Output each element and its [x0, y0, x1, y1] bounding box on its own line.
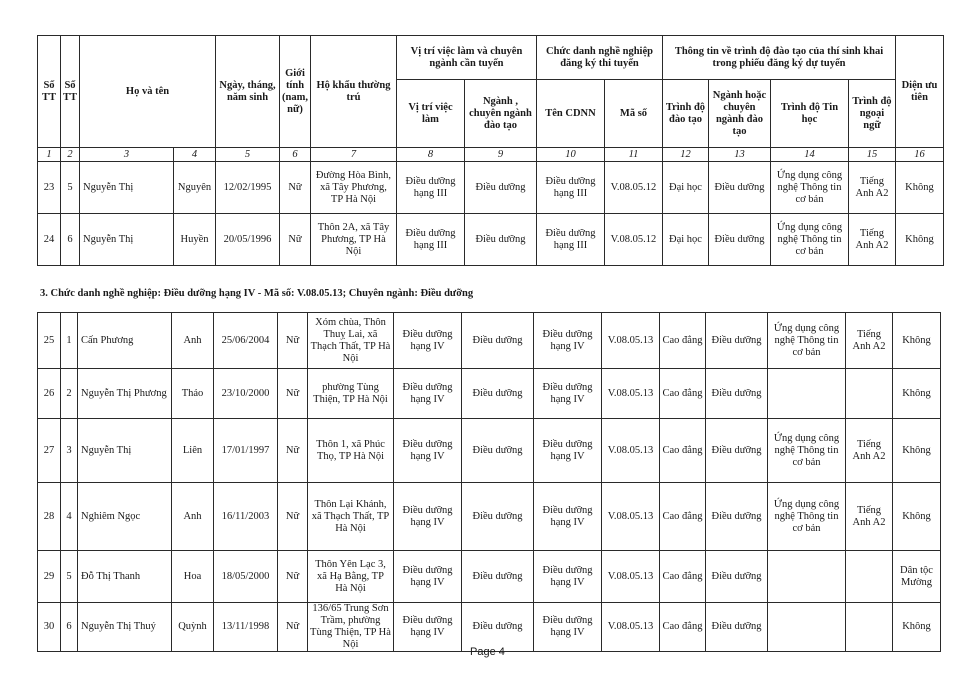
- cell-last-name: Cấn Phương: [78, 313, 172, 369]
- column-number: 3: [80, 148, 174, 162]
- cell-first-name: Thảo: [172, 369, 214, 419]
- cell-cdnn: Điều dưỡng hạng IV: [534, 483, 602, 551]
- cell-last-name: Nghiêm Ngọc: [78, 483, 172, 551]
- cell-it: [768, 551, 846, 603]
- cell-first-name: Anh: [172, 483, 214, 551]
- header-stt2: Số TT: [61, 36, 80, 148]
- cell-it: Ứng dụng công nghệ Thông tin cơ bản: [770, 162, 848, 214]
- cell-gender: Nữ: [278, 551, 308, 603]
- cell-code: V.08.05.13: [602, 369, 660, 419]
- column-number: 2: [61, 148, 80, 162]
- cell-stt: 27: [38, 419, 61, 483]
- cell-residence: phường Tùng Thiện, TP Hà Nội: [308, 369, 394, 419]
- cell-edu-major: Điều dưỡng: [706, 313, 768, 369]
- cell-priority: Không: [893, 483, 941, 551]
- cell-stt2: 1: [61, 313, 78, 369]
- table-row: [38, 419, 941, 483]
- cell-stt: 26: [38, 369, 61, 419]
- column-number: 12: [662, 148, 708, 162]
- cell-gender: Nữ: [280, 162, 311, 214]
- cell-major: Điều dưỡng: [462, 419, 534, 483]
- cell-edu: Cao đẳng: [660, 551, 706, 603]
- cell-edu-major: Điều dưỡng: [706, 551, 768, 603]
- column-number: 7: [310, 148, 396, 162]
- cell-dob: 16/11/2003: [214, 483, 278, 551]
- cell-position: Điều dưỡng hạng III: [396, 214, 464, 266]
- cell-lang: Tiếng Anh A2: [846, 483, 893, 551]
- cell-stt: 29: [38, 551, 61, 603]
- cell-lang: Tiếng Anh A2: [848, 162, 895, 214]
- table-row: [38, 551, 941, 603]
- header-job-group: Vị trí việc làm và chuyên ngành cần tuyển: [396, 36, 536, 80]
- cell-position: Điều dưỡng hạng IV: [394, 483, 462, 551]
- column-number: 4: [174, 148, 216, 162]
- cell-lang: Tiếng Anh A2: [848, 214, 895, 266]
- column-number: 13: [708, 148, 770, 162]
- cell-major: Điều dưỡng: [464, 162, 536, 214]
- cell-cdnn: Điều dưỡng hạng IV: [534, 369, 602, 419]
- cell-edu-major: Điều dưỡng: [708, 214, 770, 266]
- cell-stt: 25: [38, 313, 61, 369]
- cell-code: V.08.05.13: [602, 313, 660, 369]
- cell-dob: 17/01/1997: [214, 419, 278, 483]
- cell-dob: 13/11/1998: [214, 603, 278, 652]
- cell-dob: 18/05/2000: [214, 551, 278, 603]
- column-number: 5: [216, 148, 280, 162]
- cell-lang: Tiếng Anh A2: [846, 313, 893, 369]
- header-stt: Số TT: [38, 36, 61, 148]
- cell-edu: Cao đẳng: [660, 419, 706, 483]
- cell-it: Ứng dụng công nghệ Thông tin cơ bản: [768, 483, 846, 551]
- cell-cdnn: Điều dưỡng hạng IV: [534, 551, 602, 603]
- header-residence: Hộ khẩu thường trú: [310, 36, 396, 148]
- cell-edu: Cao đẳng: [660, 603, 706, 652]
- header-title-group: Chức danh nghề nghiệp đăng ký thi tuyển: [536, 36, 662, 80]
- cell-position: Điều dưỡng hạng III: [396, 162, 464, 214]
- cell-priority: Không: [893, 419, 941, 483]
- header-it-level: Trình độ Tin học: [770, 80, 848, 148]
- column-number: 8: [396, 148, 464, 162]
- cell-it: Ứng dụng công nghệ Thông tin cơ bản: [768, 313, 846, 369]
- cell-position: Điều dưỡng hạng IV: [394, 313, 462, 369]
- section-title: 3. Chức danh nghề nghiệp: Điều dưỡng hạng IV - Mã số: V.08.05.13; Chuyên ngành: Điều dưỡng: [40, 288, 474, 299]
- cell-lang: [846, 369, 893, 419]
- cell-code: V.08.05.13: [602, 551, 660, 603]
- table-row: [38, 603, 941, 652]
- cell-gender: Nữ: [278, 313, 308, 369]
- cell-major: Điều dưỡng: [462, 483, 534, 551]
- cell-code: V.08.05.13: [602, 603, 660, 652]
- table-row: [38, 483, 941, 551]
- cell-it: [768, 603, 846, 652]
- candidates-table-part2: [37, 312, 941, 652]
- cell-code: V.08.05.13: [602, 419, 660, 483]
- cell-it: Ứng dụng công nghệ Thông tin cơ bản: [768, 419, 846, 483]
- cell-residence: Thôn Yên Lạc 3, xã Hạ Bằng, TP Hà Nội: [308, 551, 394, 603]
- table-row: [38, 369, 941, 419]
- cell-stt: 28: [38, 483, 61, 551]
- cell-residence: Thôn 1, xã Phúc Thọ, TP Hà Nội: [308, 419, 394, 483]
- cell-lang: [846, 551, 893, 603]
- cell-stt2: 5: [61, 551, 78, 603]
- cell-gender: Nữ: [278, 419, 308, 483]
- column-number: 10: [536, 148, 604, 162]
- cell-stt2: 6: [61, 603, 78, 652]
- cell-dob: 25/06/2004: [214, 313, 278, 369]
- cell-stt: 30: [38, 603, 61, 652]
- table-row: [38, 214, 944, 266]
- cell-cdnn: Điều dưỡng hạng IV: [534, 603, 602, 652]
- cell-lang: Tiếng Anh A2: [846, 419, 893, 483]
- cell-residence: Đường Hòa Bình, xã Tây Phương, TP Hà Nội: [310, 162, 396, 214]
- cell-priority: Không: [893, 603, 941, 652]
- cell-edu: Đại học: [662, 214, 708, 266]
- column-number: 1: [38, 148, 61, 162]
- header-edu-level: Trình độ đào tạo: [662, 80, 708, 148]
- cell-dob: 23/10/2000: [214, 369, 278, 419]
- cell-edu: Cao đẳng: [660, 369, 706, 419]
- cell-major: Điều dưỡng: [462, 369, 534, 419]
- cell-gender: Nữ: [278, 369, 308, 419]
- header-major: Ngành , chuyên ngành đào tạo: [464, 80, 536, 148]
- cell-stt2: 5: [61, 162, 80, 214]
- cell-first-name: Huyền: [174, 214, 216, 266]
- cell-edu-major: Điều dưỡng: [706, 603, 768, 652]
- cell-stt: 23: [38, 162, 61, 214]
- table-row: [38, 313, 941, 369]
- cell-edu-major: Điều dưỡng: [706, 369, 768, 419]
- header-cdnn-name: Tên CDNN: [536, 80, 604, 148]
- cell-dob: 20/05/1996: [216, 214, 280, 266]
- column-number: 14: [770, 148, 848, 162]
- cell-edu-major: Điều dưỡng: [706, 483, 768, 551]
- header-code: Mã số: [604, 80, 662, 148]
- cell-major: Điều dưỡng: [462, 603, 534, 652]
- column-number: 11: [604, 148, 662, 162]
- table-row: [38, 162, 944, 214]
- cell-code: V.08.05.13: [602, 483, 660, 551]
- cell-edu-major: Điều dưỡng: [708, 162, 770, 214]
- cell-last-name: Nguyễn Thị: [78, 419, 172, 483]
- cell-major: Điều dưỡng: [462, 551, 534, 603]
- cell-cdnn: Điều dưỡng hạng III: [536, 162, 604, 214]
- header-lang-level: Trình độ ngoại ngữ: [848, 80, 895, 148]
- cell-position: Điều dưỡng hạng IV: [394, 603, 462, 652]
- column-number: 16: [895, 148, 943, 162]
- cell-stt2: 6: [61, 214, 80, 266]
- cell-gender: Nữ: [280, 214, 311, 266]
- header-dob: Ngày, tháng, năm sinh: [216, 36, 280, 148]
- cell-cdnn: Điều dưỡng hạng IV: [534, 313, 602, 369]
- cell-last-name: Nguyễn Thị: [80, 162, 174, 214]
- cell-gender: Nữ: [278, 603, 308, 652]
- cell-stt2: 2: [61, 369, 78, 419]
- cell-first-name: Nguyên: [174, 162, 216, 214]
- cell-priority: Không: [895, 162, 943, 214]
- cell-code: V.08.05.12: [604, 214, 662, 266]
- cell-lang: [846, 603, 893, 652]
- cell-last-name: Nguyễn Thị: [80, 214, 174, 266]
- cell-major: Điều dưỡng: [464, 214, 536, 266]
- cell-priority: Không: [895, 214, 943, 266]
- header-info-group: Thông tin về trình độ đào tạo của thí sinh khai trong phiếu đăng ký dự tuyển: [662, 36, 895, 80]
- cell-gender: Nữ: [278, 483, 308, 551]
- header-priority: Diện ưu tiên: [895, 36, 943, 148]
- cell-residence: Xóm chùa, Thôn Thuỵ Lai, xã Thạch Thất, TP Hà Nội: [308, 313, 394, 369]
- cell-first-name: Liên: [172, 419, 214, 483]
- cell-it: [768, 369, 846, 419]
- cell-dob: 12/02/1995: [216, 162, 280, 214]
- column-number: 6: [280, 148, 311, 162]
- candidates-table-part1: [37, 35, 944, 266]
- cell-stt: 24: [38, 214, 61, 266]
- cell-residence: Thôn Lại Khánh, xã Thạch Thất, TP Hà Nội: [308, 483, 394, 551]
- cell-cdnn: Điều dưỡng hạng III: [536, 214, 604, 266]
- page-number: Page 4: [470, 646, 505, 658]
- cell-stt2: 3: [61, 419, 78, 483]
- cell-residence: 136/65 Trung Sơn Trầm, phường Tùng Thiện, TP Hà Nội: [308, 603, 394, 652]
- cell-last-name: Nguyễn Thị Phương: [78, 369, 172, 419]
- cell-residence: Thôn 2A, xã Tây Phương, TP Hà Nội: [310, 214, 396, 266]
- header-gender: Giới tính (nam, nữ): [280, 36, 311, 148]
- cell-stt2: 4: [61, 483, 78, 551]
- column-number: 15: [848, 148, 895, 162]
- cell-first-name: Quỳnh: [172, 603, 214, 652]
- cell-position: Điều dưỡng hạng IV: [394, 369, 462, 419]
- cell-edu: Cao đẳng: [660, 483, 706, 551]
- column-number: 9: [464, 148, 536, 162]
- cell-last-name: Nguyễn Thị Thuý: [78, 603, 172, 652]
- cell-edu: Đại học: [662, 162, 708, 214]
- header-name: Họ và tên: [80, 36, 216, 148]
- cell-last-name: Đỗ Thị Thanh: [78, 551, 172, 603]
- cell-first-name: Anh: [172, 313, 214, 369]
- cell-position: Điều dưỡng hạng IV: [394, 551, 462, 603]
- cell-edu: Cao đẳng: [660, 313, 706, 369]
- cell-edu-major: Điều dưỡng: [706, 419, 768, 483]
- header-job-position: Vị trí việc làm: [396, 80, 464, 148]
- cell-priority: Không: [893, 369, 941, 419]
- cell-it: Ứng dụng công nghệ Thông tin cơ bản: [770, 214, 848, 266]
- cell-first-name: Hoa: [172, 551, 214, 603]
- header-edu-major: Ngành hoặc chuyên ngành đào tạo: [708, 80, 770, 148]
- cell-position: Điều dưỡng hạng IV: [394, 419, 462, 483]
- cell-priority: Dân tộc Mường: [893, 551, 941, 603]
- cell-cdnn: Điều dưỡng hạng IV: [534, 419, 602, 483]
- cell-major: Điều dưỡng: [462, 313, 534, 369]
- cell-priority: Không: [893, 313, 941, 369]
- cell-code: V.08.05.12: [604, 162, 662, 214]
